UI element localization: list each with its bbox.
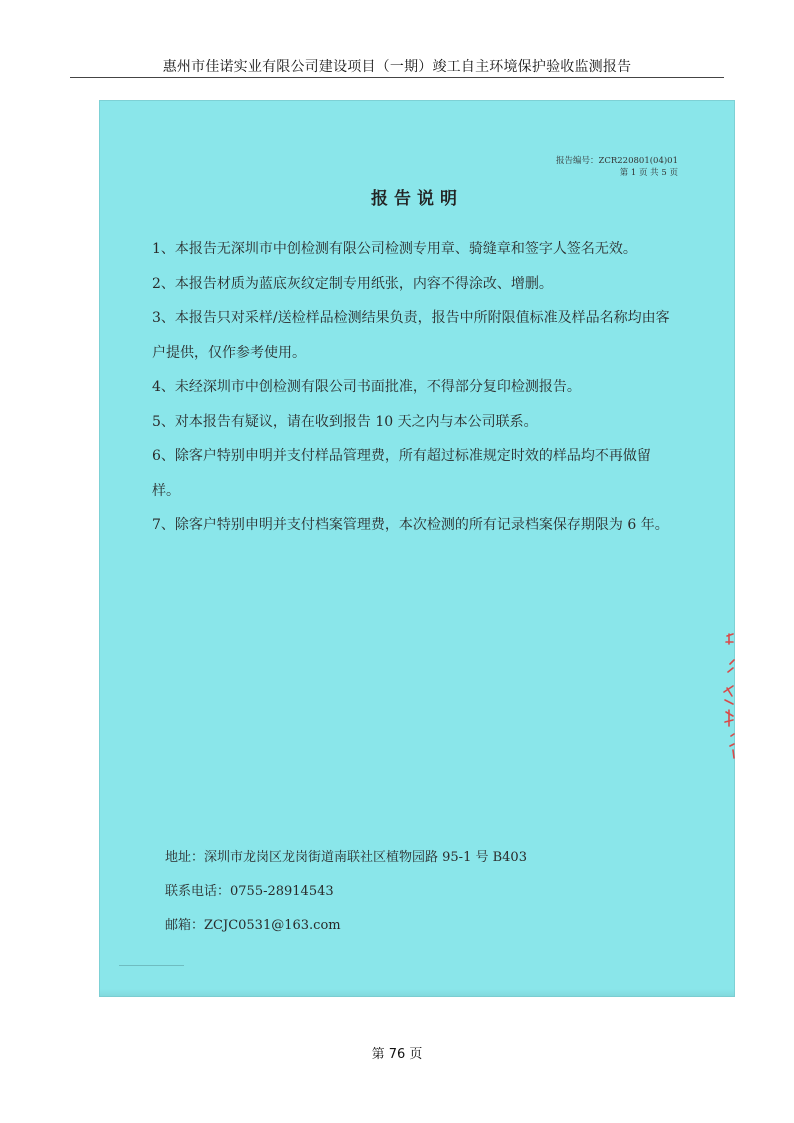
contact-address: 地址：深圳市龙岗区龙岗街道南联社区植物园路 95-1 号 B403 — [165, 850, 527, 865]
note-item-4: 4、未经深圳市中创检测有限公司书面批准，不得部分复印检测报告。 — [152, 379, 581, 395]
document-title: 报告说明 — [371, 189, 463, 209]
note-item-2: 2、本报告材质为蓝底灰纹定制专用纸张，内容不得涂改、增删。 — [152, 275, 553, 292]
contact-email: 邮箱：ZCJC0531@163.com — [165, 918, 341, 933]
page-number: 第 76 页 — [371, 1047, 423, 1062]
header-divider — [70, 77, 724, 78]
margin-pencil-mark — [119, 965, 184, 966]
report-meta — [556, 155, 678, 179]
scanned-report-page — [99, 100, 735, 997]
contact-block — [165, 841, 527, 943]
report-page-count: 第 1 页 共 5 页 — [619, 168, 678, 178]
page-header-title: 惠州市佳诺实业有限公司建设项目（一期）竣工自主环境保护验收监测报告 — [162, 59, 632, 75]
note-item-1: 1、本报告无深圳市中创检测有限公司检测专用章、骑缝章和签字人签名无效。 — [152, 241, 637, 257]
note-item-7: 7、除客户特别申明并支付档案管理费，本次检测的所有记录档案保存期限为 6 年。 — [152, 517, 669, 533]
seal-stamp-icon — [721, 630, 735, 760]
contact-phone: 联系电话：0755-28914543 — [165, 884, 334, 899]
report-notes-list — [152, 232, 672, 543]
note-item-6: 6、除客户特别申明并支付样品管理费，所有超过标准规定时效的样品均不再做留样。 — [152, 448, 651, 499]
note-item-3: 3、本报告只对采样/送检样品检测结果负责，报告中所附限值标准及样品名称均由客户提供，仅作参考使用。 — [152, 310, 670, 361]
note-item-5: 5、对本报告有疑议，请在收到报告 10 天之内与本公司联系。 — [152, 413, 538, 430]
report-number: 报告编号：ZCR220801(04)01 — [555, 156, 678, 166]
